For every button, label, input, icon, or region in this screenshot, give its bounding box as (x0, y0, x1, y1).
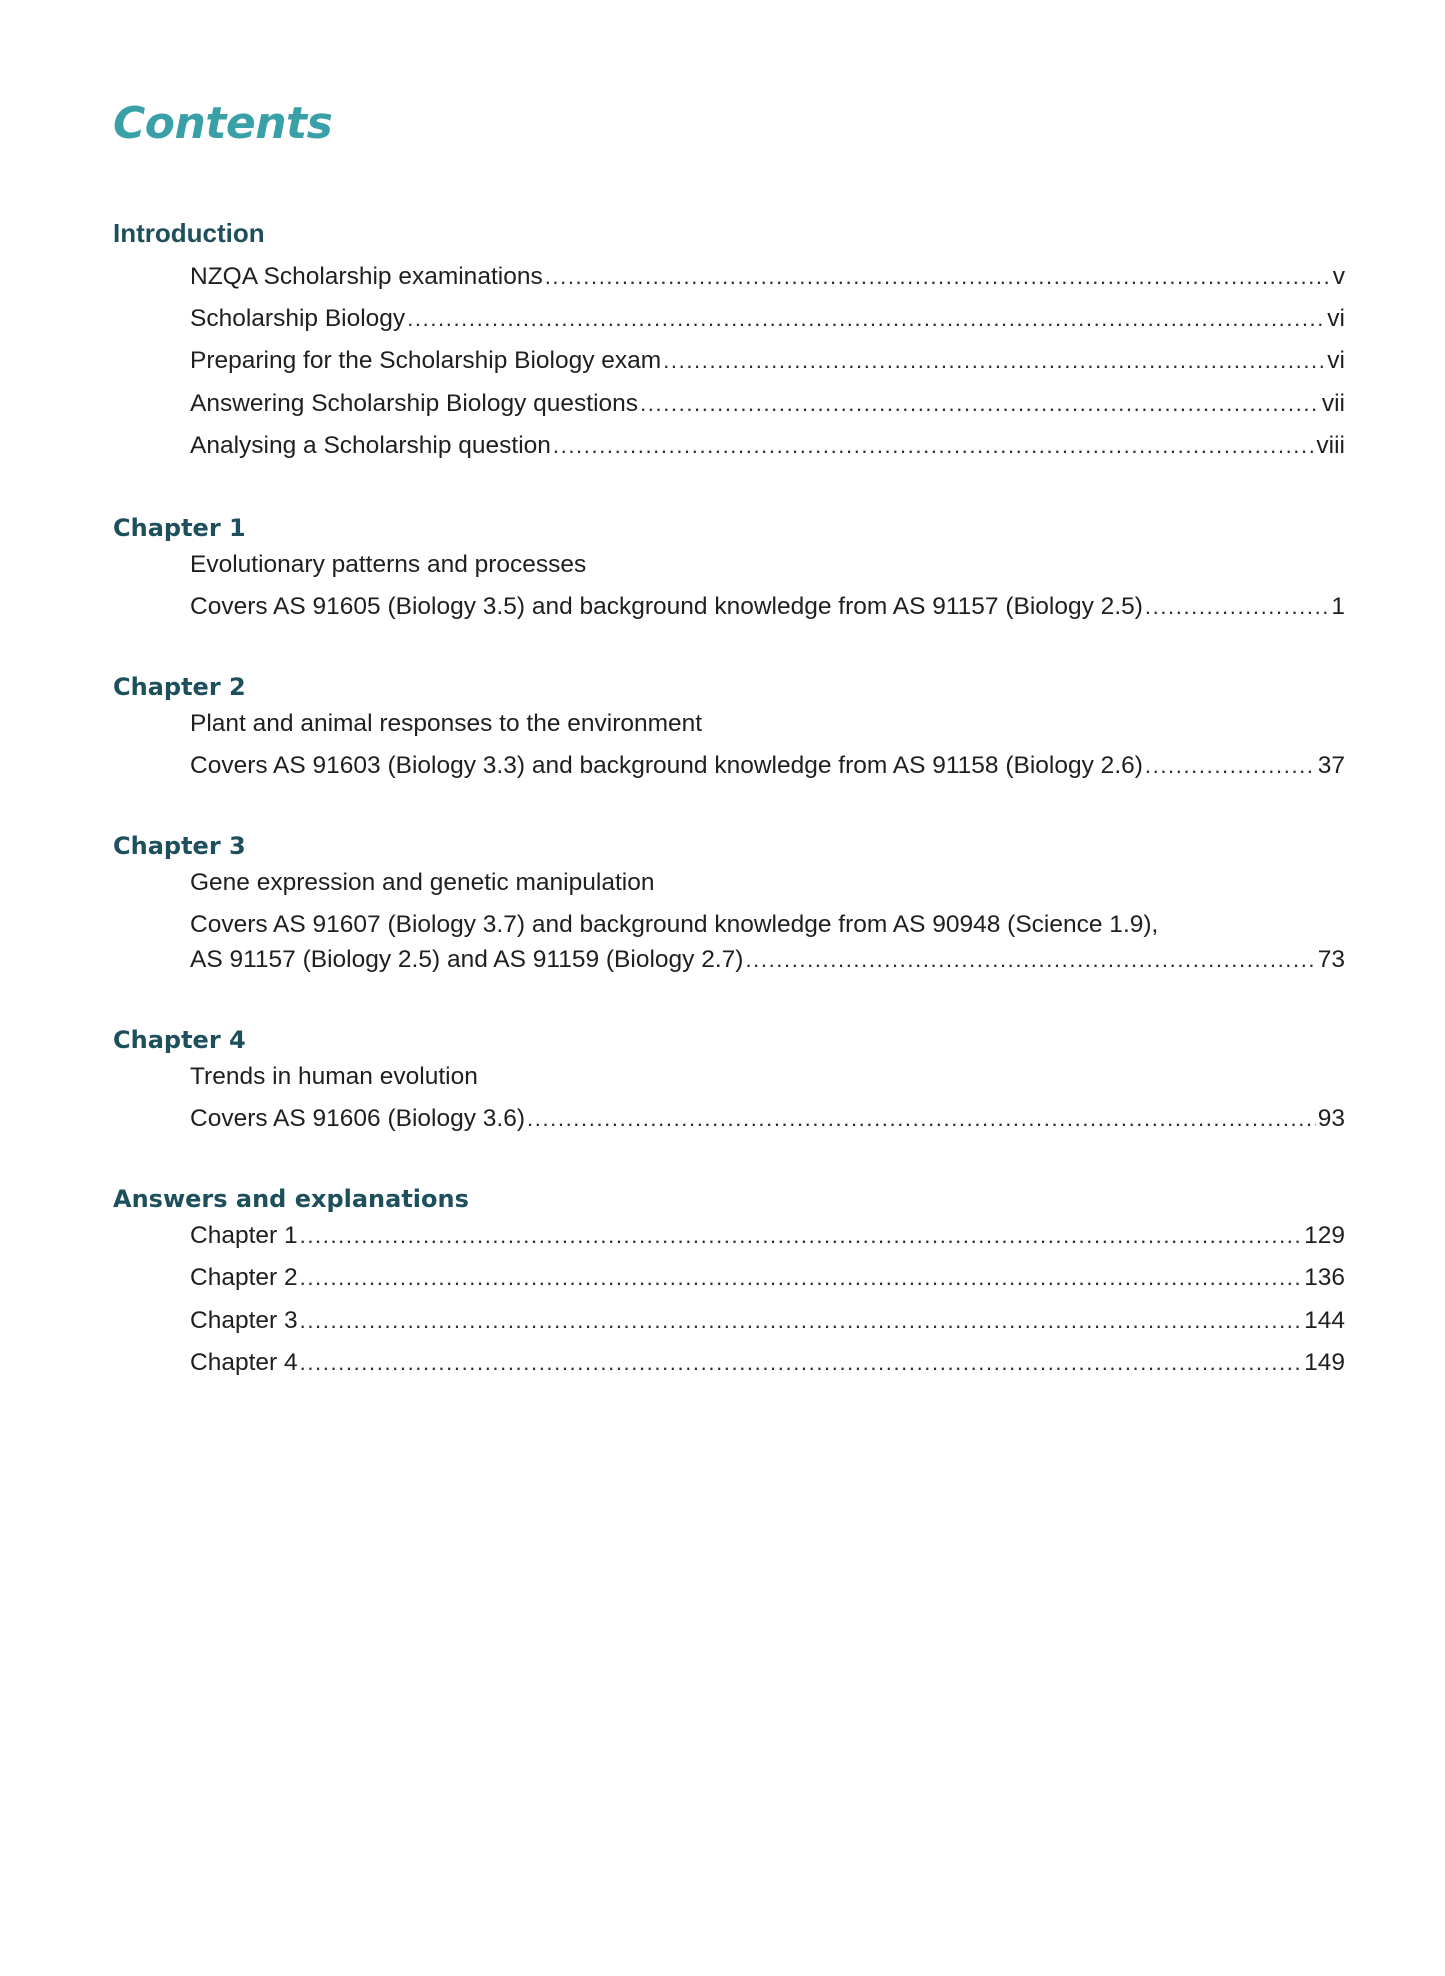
leader-dots (1145, 590, 1329, 624)
toc-entry-label: Covers AS 91606 (Biology 3.6) (190, 1105, 526, 1132)
toc-entry-label: Chapter 4 (190, 1349, 298, 1376)
toc-entry-answers-2[interactable] (190, 1261, 1345, 1295)
toc-entry-page: vi (1327, 347, 1345, 374)
toc-entry-intro-2[interactable] (190, 302, 1345, 336)
chapter-topic: Evolutionary patterns and processes (190, 551, 587, 578)
toc-entry-chapter-4[interactable] (190, 1102, 1345, 1136)
chapter-covers-line: Covers AS 91607 (Biology 3.7) and background knowledge from AS 90948 (Science 1.9), (190, 911, 1159, 938)
toc-entry-page: v (1332, 263, 1345, 290)
toc-entry-label: Chapter 2 (190, 1264, 298, 1291)
toc-entry-page: 144 (1304, 1307, 1345, 1334)
section-heading-chapter-3: Chapter 3 (113, 832, 246, 860)
toc-entry-label: Scholarship Biology (190, 305, 406, 332)
toc-entry-label: NZQA Scholarship examinations (190, 263, 543, 290)
page-title: Contents (113, 98, 333, 149)
toc-entry-answers-1[interactable] (190, 1219, 1345, 1253)
toc-entry-page: 37 (1317, 752, 1345, 779)
leader-dots (663, 344, 1325, 378)
toc-entry-chapter-3[interactable] (190, 943, 1345, 977)
chapter-topic: Plant and animal responses to the environment (190, 710, 703, 737)
toc-entry-label: AS 91157 (Biology 2.5) and AS 91159 (Biology 2.7) (190, 946, 744, 973)
section-heading-introduction: Introduction (113, 218, 265, 248)
section-heading-answers: Answers and explanations (113, 1185, 469, 1213)
toc-entry-chapter-1[interactable] (190, 590, 1345, 624)
leader-dots (300, 1261, 1303, 1295)
toc-entry-chapter-2[interactable] (190, 749, 1345, 783)
toc-entry-answers-4[interactable] (190, 1346, 1345, 1380)
toc-entry-page: 129 (1304, 1222, 1345, 1249)
leader-dots (545, 260, 1331, 294)
toc-entry-label: Preparing for the Scholarship Biology exam (190, 347, 662, 374)
leader-dots (300, 1346, 1303, 1380)
toc-entry-label: Chapter 1 (190, 1222, 298, 1249)
toc-entry-label: Analysing a Scholarship question (190, 432, 551, 459)
toc-entry-intro-5[interactable] (190, 429, 1345, 463)
leader-dots (745, 943, 1315, 977)
toc-entry-page: viii (1316, 432, 1345, 459)
toc-entry-page: 149 (1304, 1349, 1345, 1376)
leader-dots (553, 429, 1314, 463)
leader-dots (300, 1219, 1303, 1253)
toc-entry-page: vii (1321, 390, 1345, 417)
toc-entry-intro-3[interactable] (190, 344, 1345, 378)
chapter-topic: Trends in human evolution (190, 1063, 478, 1090)
toc-entry-page: 136 (1304, 1264, 1345, 1291)
leader-dots (1145, 749, 1316, 783)
toc-entry-answers-3[interactable] (190, 1304, 1345, 1338)
leader-dots (640, 387, 1320, 421)
leader-dots (527, 1102, 1316, 1136)
toc-entry-label: Answering Scholarship Biology questions (190, 390, 639, 417)
section-heading-chapter-4: Chapter 4 (113, 1026, 246, 1054)
toc-entry-intro-4[interactable] (190, 387, 1345, 421)
section-heading-chapter-1: Chapter 1 (113, 514, 246, 542)
toc-entry-label: Covers AS 91603 (Biology 3.3) and background knowledge from AS 91158 (Biology 2.6) (190, 752, 1143, 779)
leader-dots (407, 302, 1325, 336)
toc-entry-page: 1 (1331, 593, 1345, 620)
toc-entry-page: vi (1327, 305, 1345, 332)
toc-entry-label: Chapter 3 (190, 1307, 298, 1334)
toc-entry-page: 73 (1317, 946, 1345, 973)
toc-entry-intro-1[interactable] (190, 260, 1345, 294)
chapter-topic: Gene expression and genetic manipulation (190, 869, 655, 896)
toc-entry-page: 93 (1317, 1105, 1345, 1132)
section-heading-chapter-2: Chapter 2 (113, 673, 246, 701)
toc-entry-label: Covers AS 91605 (Biology 3.5) and background knowledge from AS 91157 (Biology 2.5) (190, 593, 1143, 620)
leader-dots (300, 1304, 1303, 1338)
